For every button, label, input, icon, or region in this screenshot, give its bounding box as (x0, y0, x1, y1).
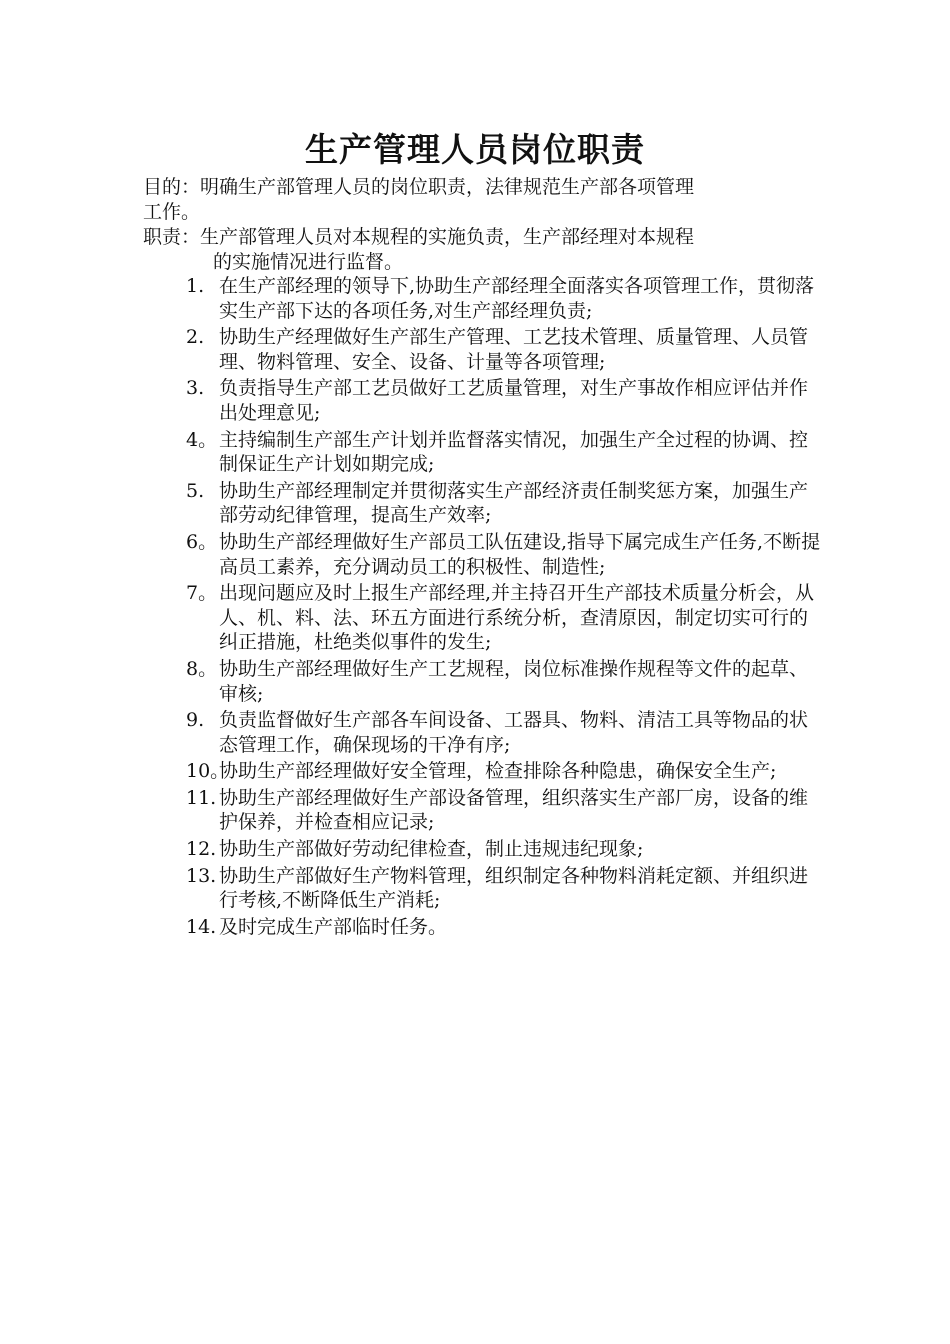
list-item (186, 428, 826, 477)
list-item (186, 376, 826, 425)
page-title: 生产管理人员岗位职责 (305, 130, 645, 169)
list-item (186, 708, 826, 757)
item-number: 2. (186, 326, 205, 349)
item-text: 出现问题应及时上报生产部经理,并主持召开生产部技术质量分析会，从人、机、料、法、环五方面进行系统分析，查清原因，制定切实可行的纠正措施，杜绝类似事件的发生; (219, 582, 815, 654)
list-item (186, 479, 826, 528)
item-text: 协助生产经理做好生产部生产管理、工艺技术管理、质量管理、人员管理、物料管理、安全、设备、计量等各项管理; (219, 326, 809, 373)
item-text: 主持编制生产部生产计划并监督落实情况，加强生产全过程的协调、控制保证生产计划如期完成; (219, 428, 809, 476)
item-number: 14. (186, 915, 217, 938)
item-text: 负责监督做好生产部各车间设备、工器具、物料、清洁工具等物品的状态管理工作，确保现场的干净有序; (219, 709, 809, 756)
list-item (186, 915, 826, 940)
list-item (186, 581, 826, 655)
item-number: 7。 (186, 582, 218, 605)
list-item (186, 325, 826, 374)
purpose-label: 目的： (143, 176, 201, 198)
list-item (186, 274, 826, 323)
item-number: 13. (186, 864, 217, 887)
item-text: 协助生产部经理做好生产工艺规程，岗位标准操作规程等文件的起草、审核; (219, 657, 809, 705)
item-text: 在生产部经理的领导下,协助生产部经理全面落实各项管理工作，贯彻落实生产部下达的各项任务,对生产部经理负责; (219, 275, 815, 322)
list-item (186, 864, 826, 913)
item-number: 4。 (186, 428, 218, 451)
item-text: 协助生产部经理做好生产部设备管理，组织落实生产部厂房，设备的维护保养，并检查相应记录; (219, 786, 809, 834)
duty-label: 职责： (143, 226, 201, 248)
item-number: 6。 (186, 530, 218, 553)
duty-list (186, 274, 826, 941)
list-item (186, 786, 826, 835)
item-number: 9. (186, 709, 205, 732)
duty-paragraph (143, 225, 813, 275)
item-number: 3. (186, 377, 205, 400)
item-number: 8。 (186, 657, 218, 680)
list-item (186, 759, 826, 784)
purpose-paragraph (143, 175, 813, 225)
item-text: 及时完成生产部临时任务。 (219, 915, 448, 938)
list-item (186, 530, 826, 579)
item-text: 协助生产部经理做好安全管理，检查排除各种隐患，确保安全生产; (219, 760, 777, 783)
purpose-text-line2: 工作。 (143, 201, 201, 223)
duty-text-line2: 的实施情况进行监督。 (213, 251, 404, 273)
item-text: 协助生产部经理制定并贯彻落实生产部经济责任制奖惩方案，加强生产部劳动纪律管理，提高生产效率; (219, 479, 809, 527)
item-number: 12. (186, 838, 217, 861)
purpose-text-line1: 明确生产部管理人员的岗位职责，法律规范生产部各项管理 (200, 176, 695, 198)
item-number: 1. (186, 275, 205, 297)
duty-text-line1: 生产部管理人员对本规程的实施负责，生产部经理对本规程 (200, 226, 695, 248)
list-item (186, 837, 826, 862)
item-number: 11. (186, 786, 217, 809)
item-text: 协助生产部经理做好生产部员工队伍建设,指导下属完成生产任务,不断提高员工素养，充分调动员工的积极性、制造性; (219, 530, 821, 578)
item-number: 10。 (186, 760, 230, 783)
list-item (186, 657, 826, 706)
item-text: 负责指导生产部工艺员做好工艺质量管理，对生产事故作相应评估并作出处理意见; (219, 377, 809, 424)
item-text: 协助生产部做好劳动纪律检查，制止违规违纪现象; (219, 838, 644, 861)
item-text: 协助生产部做好生产物料管理，组织制定各种物料消耗定额、并组织进行考核,不断降低生产消耗; (219, 864, 809, 912)
item-number: 5. (186, 479, 205, 502)
